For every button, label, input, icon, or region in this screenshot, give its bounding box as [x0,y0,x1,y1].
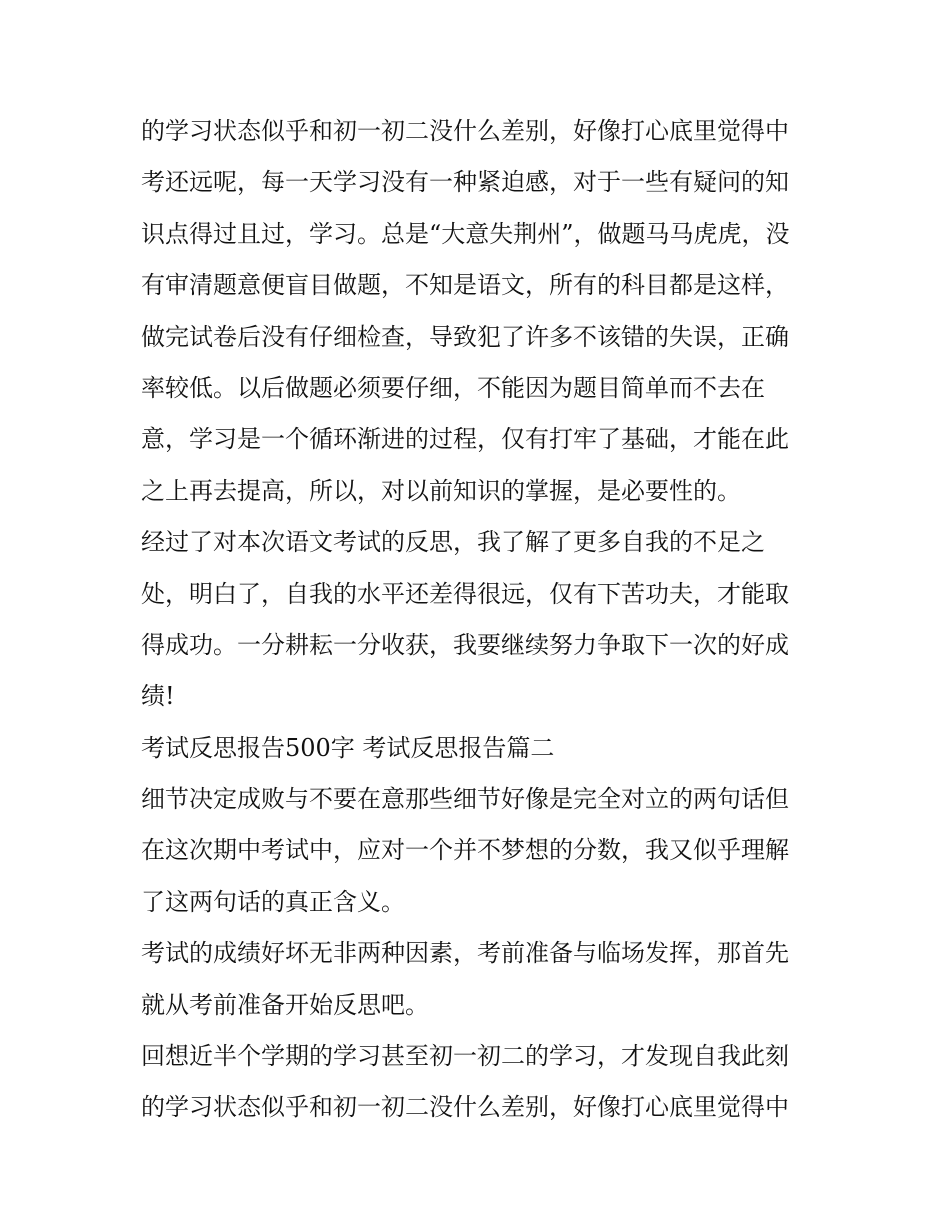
text-line: 绩! [141,682,175,711]
section-heading: 考试反思报告500字 考试反思报告篇二 [141,733,555,762]
text-line: 考试的成绩好坏无非两种因素，考前准备与临场发挥，那首先 [141,939,789,968]
text-line: 了这两句话的真正含义。 [141,887,405,916]
text-line: 意，学习是一个循环渐进的过程，仅有打牢了基础，才能在此 [141,425,789,454]
text-line: 处，明白了，自我的水平还差得很远，仅有下苦功夫，才能取 [141,579,789,608]
text-line: 经过了对本次语文考试的反思，我了解了更多自我的不足之 [141,528,765,557]
text-line: 得成功。一分耕耘一分收获，我要继续努力争取下一次的好成 [141,630,789,659]
text-line: 率较低。以后做题必须要仔细，不能因为题目简单而不去在 [141,373,765,402]
text-line: 就从考前准备开始反思吧。 [141,990,429,1019]
text-line: 的学习状态似乎和初一初二没什么差别，好像打心底里觉得中 [141,1093,789,1122]
text-line: 识点得过且过，学习。总是“大意失荆州”，做题马马虎虎，没 [141,219,790,248]
text-line: 考还远呢，每一天学习没有一种紧迫感，对于一些有疑问的知 [141,168,789,197]
text-line: 细节决定成败与不要在意那些细节好像是完全对立的两句话但 [141,785,789,814]
text-line: 在这次期中考试中，应对一个并不梦想的分数，我又似乎理解 [141,836,789,865]
text-line: 有审清题意便盲目做题，不知是语文，所有的科目都是这样， [141,271,789,300]
text-line: 的学习状态似乎和初一初二没什么差别，好像打心底里觉得中 [141,117,789,145]
text-line: 之上再去提高，所以，对以前知识的掌握，是必要性的。 [141,476,741,505]
text-line: 回想近半个学期的学习甚至初一初二的学习，才发现自我此刻 [141,1042,789,1071]
document-body [141,106,821,1134]
text-line: 做完试卷后没有仔细检查，导致犯了许多不该错的失误，正确 [141,322,789,351]
